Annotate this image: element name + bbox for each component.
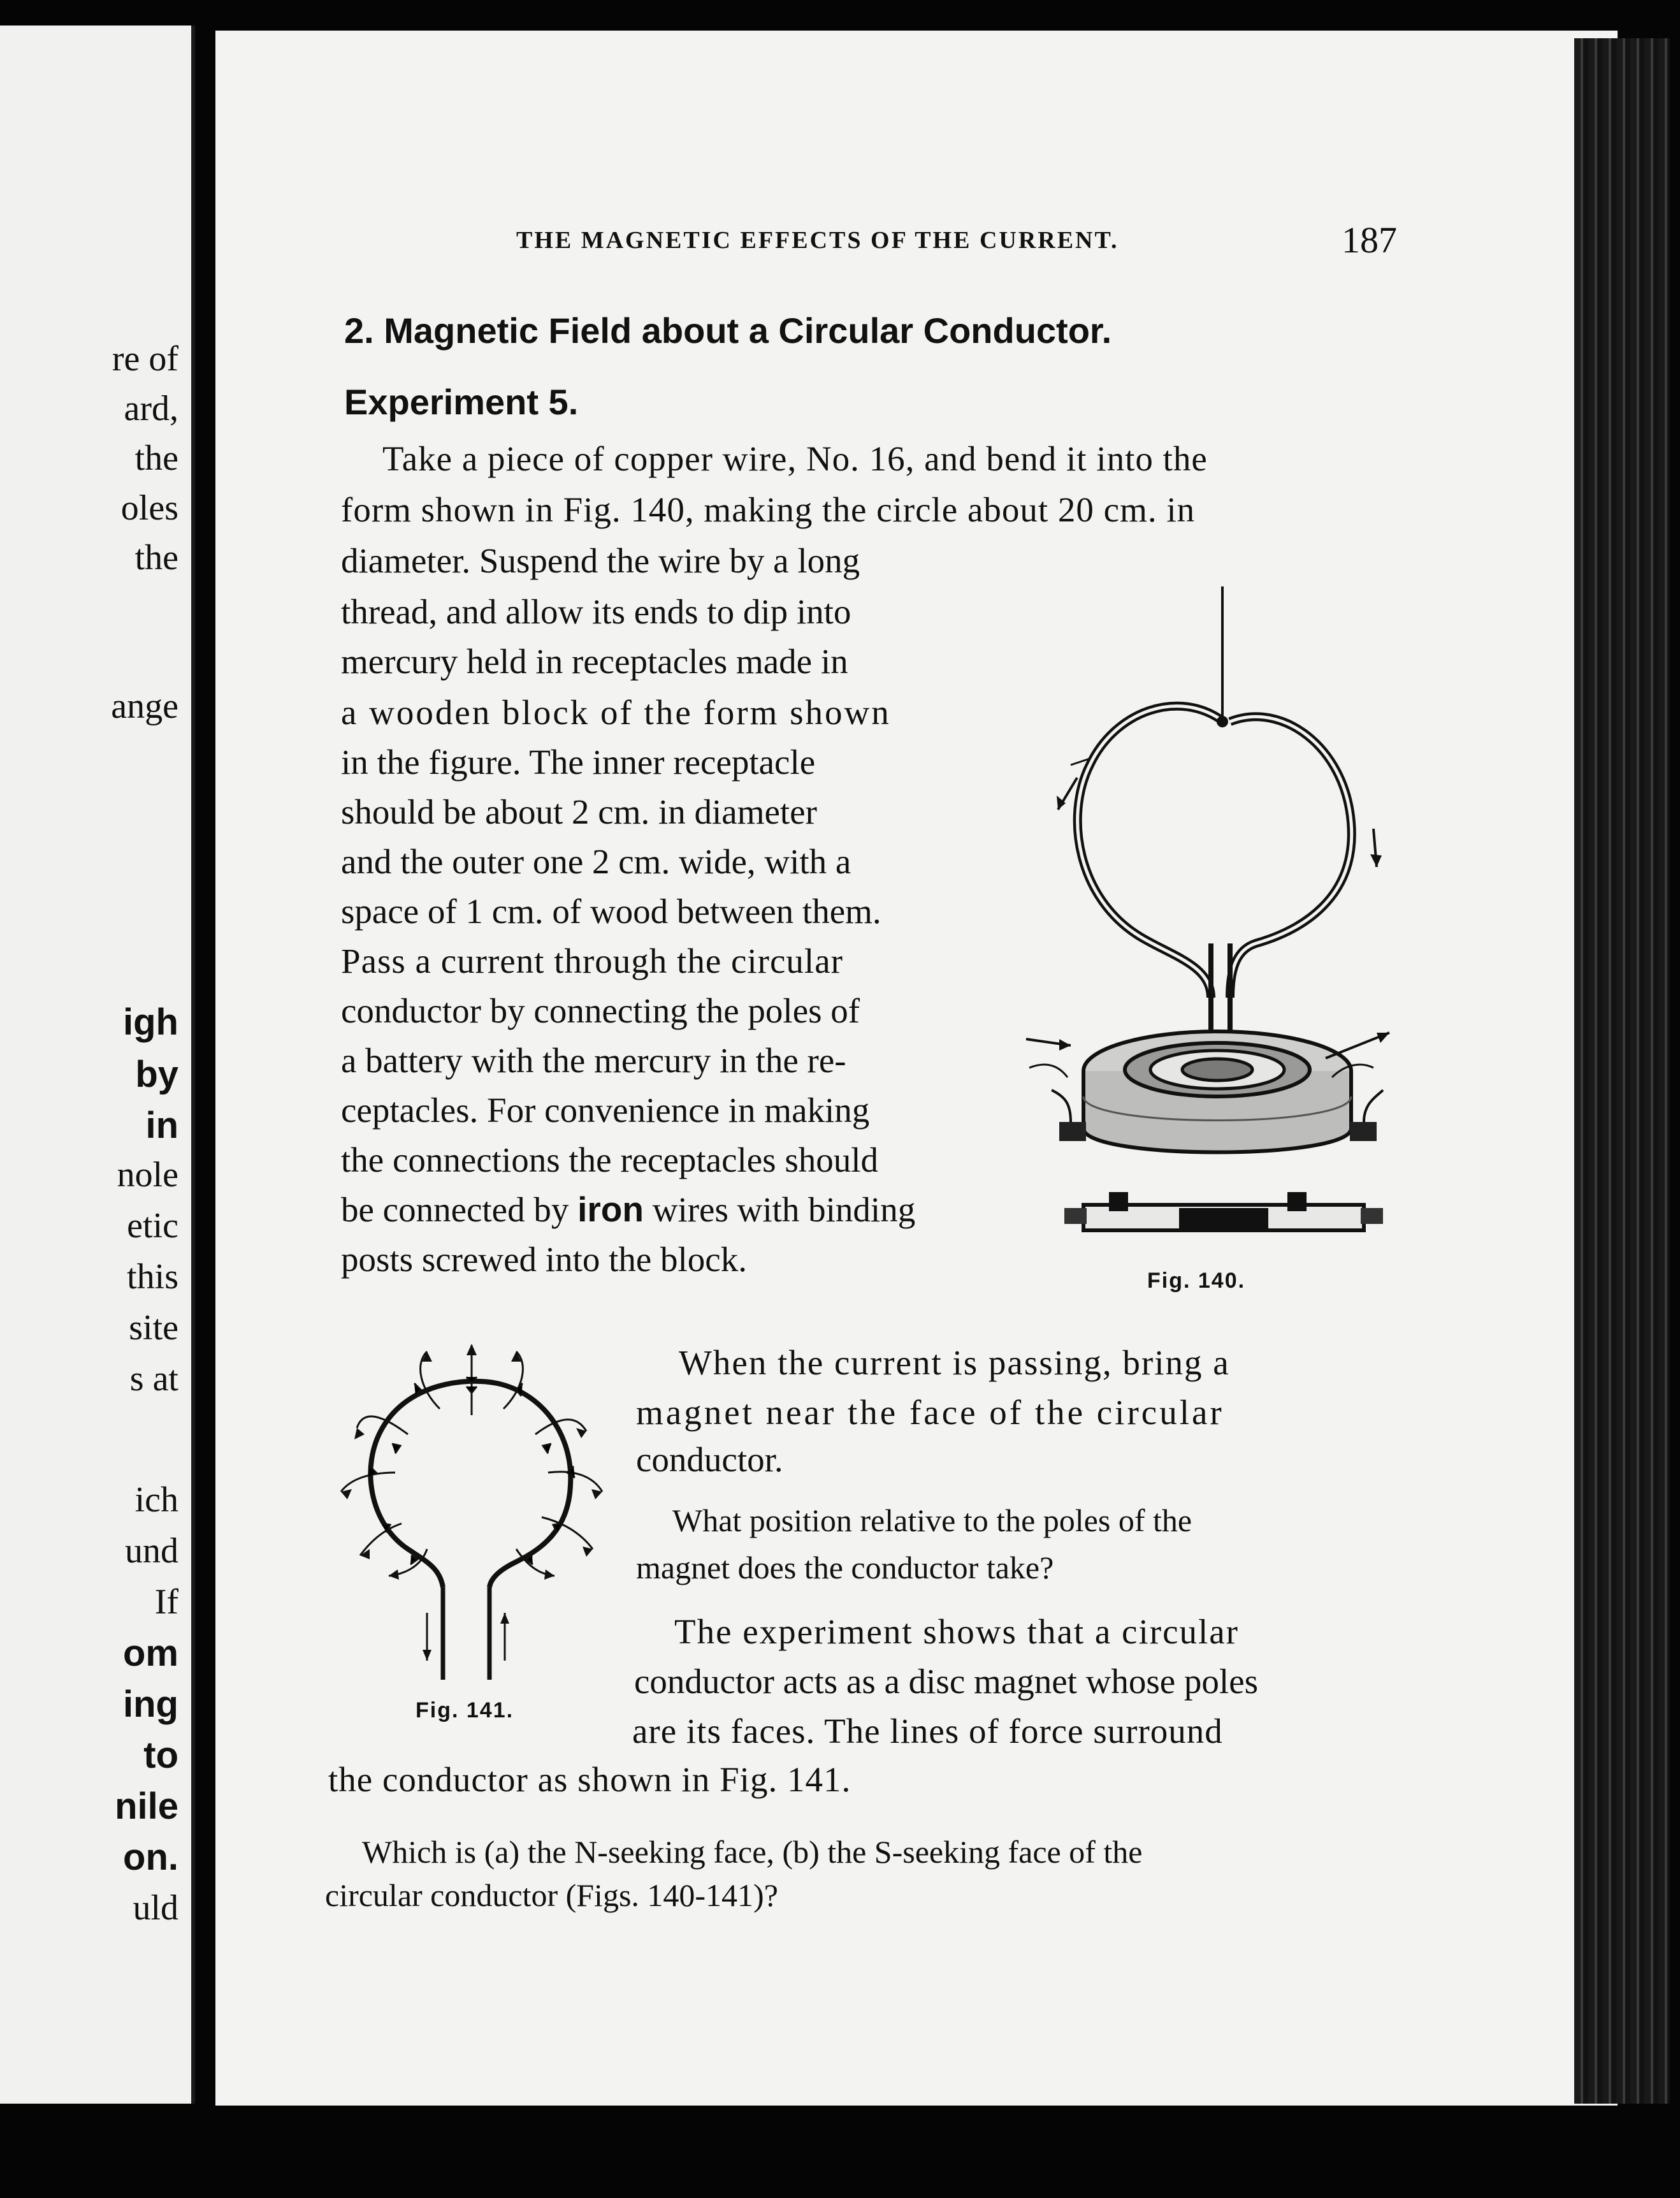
left-page-fragment: by <box>135 1054 178 1095</box>
left-page-fragment: the <box>134 439 178 478</box>
text-line: When the current is passing, bring a <box>679 1343 1230 1382</box>
section-heading: 2. Magnetic Field about a Circular Conductor. <box>344 310 1112 351</box>
text-line: Take a piece of copper wire, No. 16, and bend it into the <box>382 439 1208 478</box>
left-facing-page <box>0 25 195 2104</box>
left-page-fragment: in <box>145 1105 178 1146</box>
text-segment: be connected by <box>341 1190 578 1229</box>
text-line: Which is (a) the N-seeking face, (b) the S-seeking face of the <box>362 1834 1143 1870</box>
figure-140-suspended-loop <box>1020 574 1377 1262</box>
left-page-fragment: ich <box>134 1480 178 1520</box>
text-line: mercury held in receptacles made in <box>341 642 848 681</box>
left-page-fragment: ing <box>123 1684 178 1725</box>
left-page-fragment: ange <box>111 687 178 726</box>
text-line: diameter. Suspend the wire by a long <box>341 541 860 580</box>
figure-141-lines-of-force <box>331 1339 625 1696</box>
running-head: THE MAGNETIC EFFECTS OF THE CURRENT. <box>516 227 1119 254</box>
left-page-fragment: on. <box>123 1837 178 1878</box>
text-line: should be about 2 cm. in diameter <box>341 792 817 831</box>
text-line: conductor acts as a disc magnet whose poles <box>634 1662 1259 1701</box>
text-line: are its faces. The lines of force surround <box>632 1712 1223 1750</box>
text-line-iron <box>341 1192 915 1227</box>
text-line: ceptacles. For convenience in making <box>341 1091 870 1130</box>
left-page-fragment: om <box>123 1633 178 1674</box>
left-page-fragment: the <box>134 538 178 578</box>
left-page-fragment: to <box>143 1735 178 1776</box>
left-page-fragment: s at <box>129 1359 178 1399</box>
text-line: in the figure. The inner receptacle <box>341 743 816 782</box>
text-line: form shown in Fig. 140, making the circle about 20 cm. in <box>341 490 1196 529</box>
left-page-fragment: ard, <box>124 389 178 428</box>
text-line: The experiment shows that a circular <box>674 1612 1239 1651</box>
left-page-fragment: If <box>154 1582 178 1622</box>
text-line: circular conductor (Figs. 140-141)? <box>325 1877 778 1913</box>
text-line: the connections the receptacles should <box>341 1140 879 1179</box>
text-line: and the outer one 2 cm. wide, with a <box>341 842 851 881</box>
bold-word-iron: iron <box>577 1190 644 1229</box>
left-page-fragment: oles <box>120 488 178 528</box>
left-page-fragment: re of <box>112 339 178 379</box>
book-spine-edge <box>1574 38 1670 2104</box>
text-line: thread, and allow its ends to dip into <box>341 592 851 631</box>
text-line: a battery with the mercury in the re- <box>341 1041 846 1080</box>
text-line: conductor. <box>636 1440 783 1479</box>
text-line: Pass a current through the circular <box>341 942 843 980</box>
text-line: magnet near the face of the circular <box>636 1393 1224 1432</box>
left-page-fragment: nile <box>115 1786 178 1827</box>
page-number: 187 <box>1342 219 1397 261</box>
text-segment: wires with binding <box>643 1190 916 1229</box>
figure-141-caption: Fig. 141. <box>416 1698 514 1722</box>
left-page-fragment: this <box>127 1257 178 1297</box>
text-line: the conductor as shown in Fig. 141. <box>328 1760 851 1799</box>
figure-140-caption: Fig. 140. <box>1147 1269 1246 1293</box>
left-page-fragment: site <box>129 1308 178 1348</box>
text-line: What position relative to the poles of the <box>672 1503 1192 1538</box>
text-line: posts screwed into the block. <box>341 1240 747 1279</box>
left-page-fragment: nole <box>117 1155 178 1195</box>
text-line: conductor by connecting the poles of <box>341 991 860 1030</box>
left-page-fragment: igh <box>123 1001 178 1043</box>
text-line: a wooden block of the form shown <box>341 693 891 732</box>
left-page-fragment: etic <box>127 1206 178 1246</box>
text-line: space of 1 cm. of wood between them. <box>341 892 881 931</box>
text-line: magnet does the conductor take? <box>636 1550 1054 1585</box>
left-page-fragment: uld <box>133 1888 178 1928</box>
left-page-fragment: und <box>125 1531 178 1571</box>
experiment-heading: Experiment 5. <box>344 382 579 422</box>
